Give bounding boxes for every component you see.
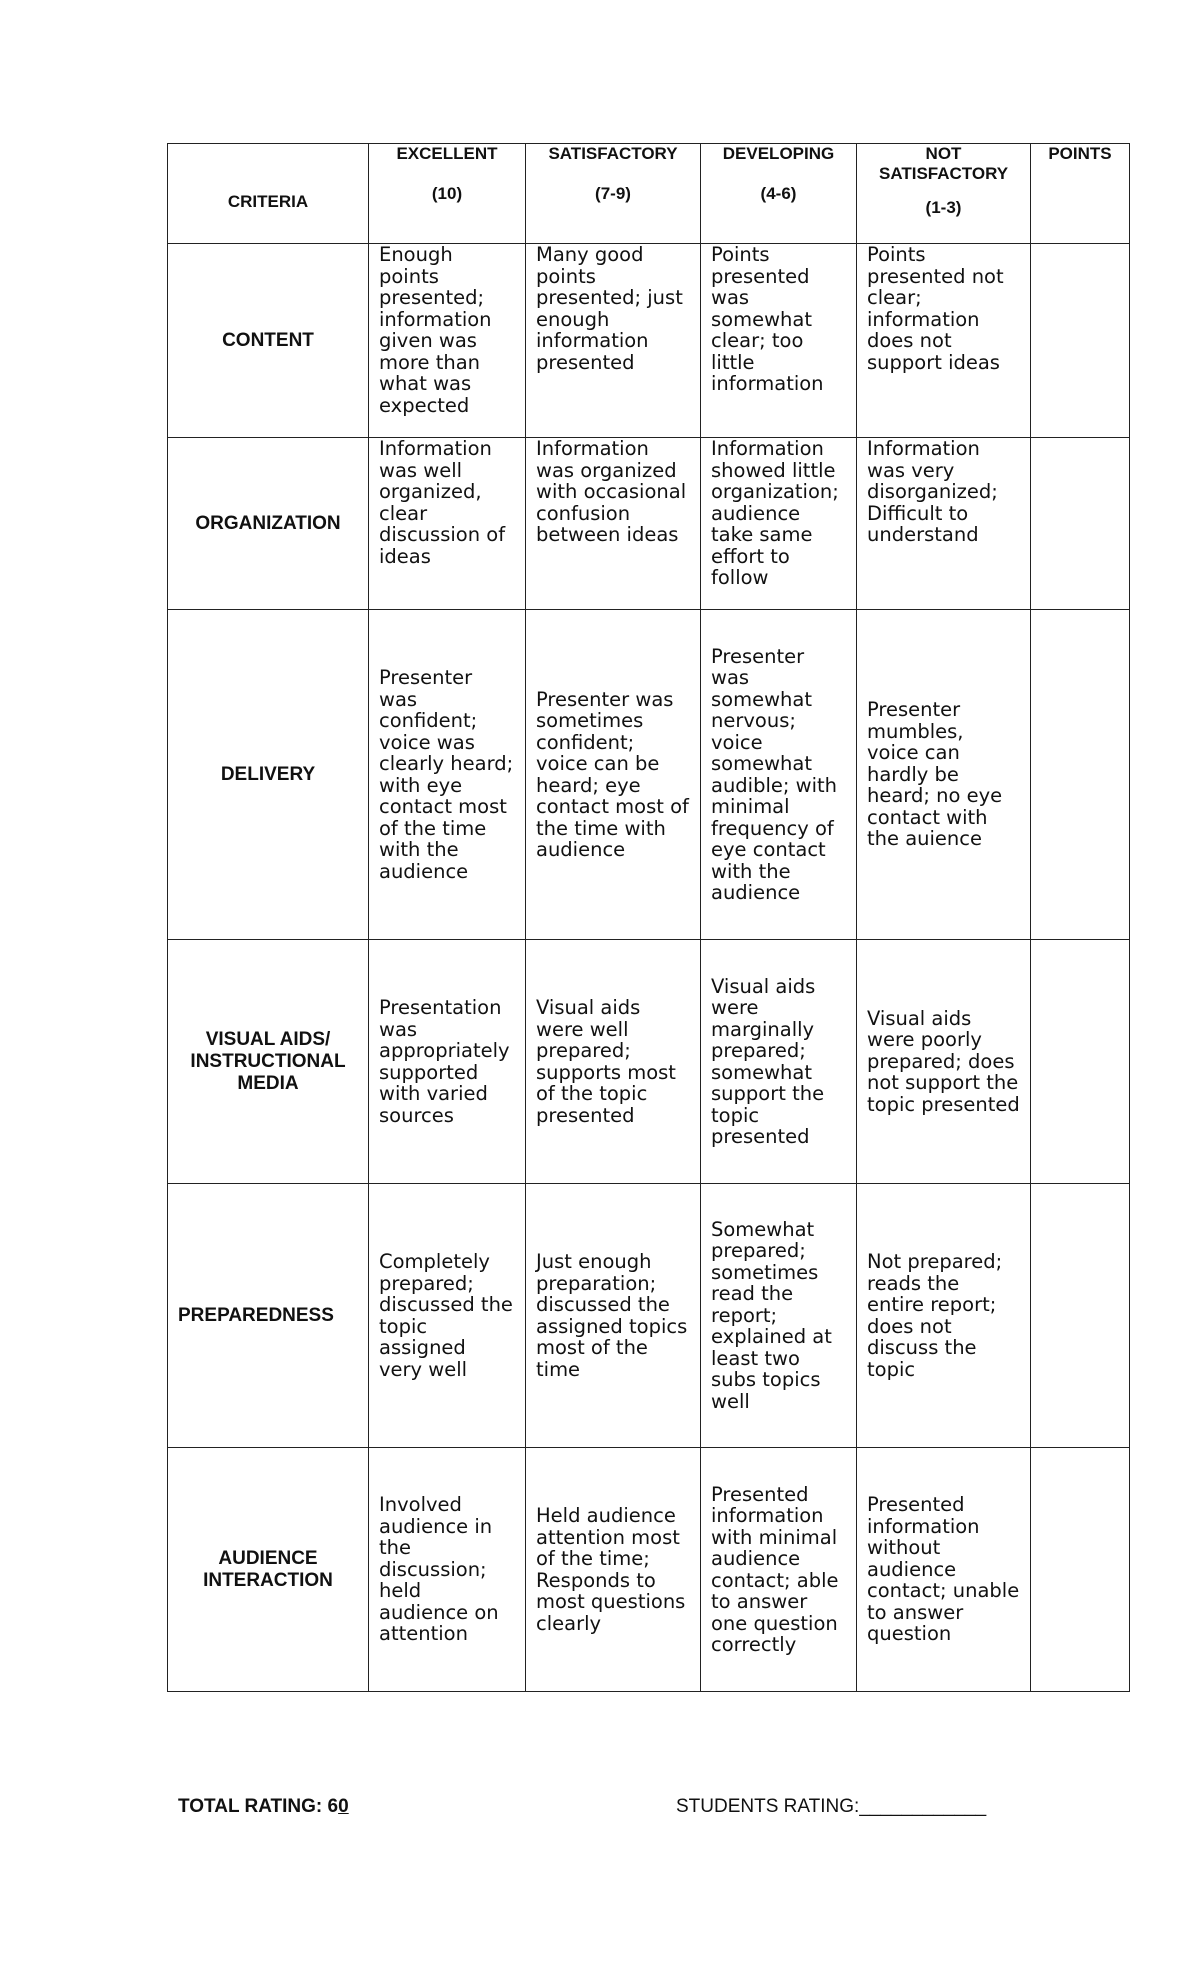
column-label: NOT SATISFACTORY [879, 144, 1009, 183]
column-range: (10) [431, 184, 463, 203]
satisfactory-cell: Just enough preparation; discussed the assigned topics most of the time [526, 1184, 701, 1448]
developing-cell: Presenter was somewhat nervous; voice somewhat audible; with minimal frequency of eye contact with the audience [701, 610, 857, 940]
criteria-header-label: CRITERIA [227, 191, 309, 211]
developing-cell: Points presented was somewhat clear; too little information [701, 244, 857, 438]
column-label: DEVELOPING [722, 144, 835, 163]
not-satisfactory-cell: Points presented not clear; information does not support ideas [857, 244, 1031, 438]
developing-cell: Somewhat prepared; sometimes read the report; explained at least two subs topics well [701, 1184, 857, 1448]
excellent-cell: Enough points presented; information given was more than what was expected [369, 244, 526, 438]
not-satisfactory-cell: Presented information without audience contact; unable to answer question [857, 1448, 1031, 1692]
rubric-table [167, 143, 1130, 1692]
table-row [168, 1448, 1130, 1692]
students-rating [676, 1796, 986, 1818]
points-header-label: POINTS [1048, 144, 1112, 163]
not-satisfactory-cell: Presenter mumbles, voice can hardly be heard; no eye contact with the auience [857, 610, 1031, 940]
excellent-header [369, 144, 526, 244]
points-cell[interactable] [1031, 940, 1130, 1184]
points-cell[interactable] [1031, 244, 1130, 438]
excellent-cell: Involved audience in the discussion; held audience on attention [369, 1448, 526, 1692]
total-rating-value-b: 0 [338, 1796, 349, 1817]
developing-cell: Visual aids were marginally prepared; somewhat support the topic presented [701, 940, 857, 1184]
criteria-header [168, 144, 369, 244]
criterion-cell: ORGANIZATION [168, 438, 369, 610]
not-satisfactory-cell: Information was very disorganized; Difficult to understand [857, 438, 1031, 610]
satisfactory-cell: Visual aids were well prepared; supports most of the topic presented [526, 940, 701, 1184]
developing-header [701, 144, 857, 244]
table-row [168, 1184, 1130, 1448]
satisfactory-cell: Presenter was sometimes confident; voice can be heard; eye contact most of the time with audience [526, 610, 701, 940]
points-cell[interactable] [1031, 438, 1130, 610]
satisfactory-header [526, 144, 701, 244]
table-row [168, 244, 1130, 438]
developing-cell: Information showed little organization; audience take same effort to follow [701, 438, 857, 610]
points-cell[interactable] [1031, 1184, 1130, 1448]
column-label: EXCELLENT [396, 144, 498, 163]
excellent-cell: Information was well organized, clear discussion of ideas [369, 438, 526, 610]
total-rating-value-a: 6 [327, 1796, 339, 1817]
excellent-cell: Presenter was confident; voice was clearly heard; with eye contact most of the time with the audience [369, 610, 526, 940]
table-row [168, 438, 1130, 610]
not-satisfactory-cell: Not prepared; reads the entire report; does not discuss the topic [857, 1184, 1031, 1448]
column-range: (4-6) [760, 184, 797, 203]
points-header [1031, 144, 1130, 244]
satisfactory-cell: Information was organized with occasional confusion between ideas [526, 438, 701, 610]
students-rating-blank[interactable]: ____________ [859, 1796, 987, 1817]
table-row [168, 940, 1130, 1184]
criterion-cell: AUDIENCE INTERACTION [168, 1448, 369, 1692]
column-range: (7-9) [595, 184, 631, 203]
total-rating-label: TOTAL RATING: [178, 1796, 328, 1817]
total-rating [178, 1796, 349, 1818]
criterion-cell: PREPAREDNESS [168, 1184, 369, 1448]
points-cell[interactable] [1031, 610, 1130, 940]
excellent-cell: Completely prepared; discussed the topic assigned very well [369, 1184, 526, 1448]
header-row [168, 144, 1130, 244]
not-satisfactory-cell: Visual aids were poorly prepared; does not support the topic presented [857, 940, 1031, 1184]
satisfactory-cell: Many good points presented; just enough information presented [526, 244, 701, 438]
points-cell[interactable] [1031, 1448, 1130, 1692]
satisfactory-cell: Held audience attention most of the time; Responds to most questions clearly [526, 1448, 701, 1692]
criterion-cell: CONTENT [168, 244, 369, 438]
developing-cell: Presented information with minimal audience contact; able to answer one question correctly [701, 1448, 857, 1692]
students-rating-label: STUDENTS RATING: [676, 1796, 860, 1817]
table-row [168, 610, 1130, 940]
criterion-cell: VISUAL AIDS/ INSTRUCTIONAL MEDIA [168, 940, 369, 1184]
criterion-cell: DELIVERY [168, 610, 369, 940]
not-satisfactory-header [857, 144, 1031, 244]
column-range: (1-3) [925, 198, 962, 217]
excellent-cell: Presentation was appropriately supported with varied sources [369, 940, 526, 1184]
column-label: SATISFACTORY [548, 144, 678, 163]
